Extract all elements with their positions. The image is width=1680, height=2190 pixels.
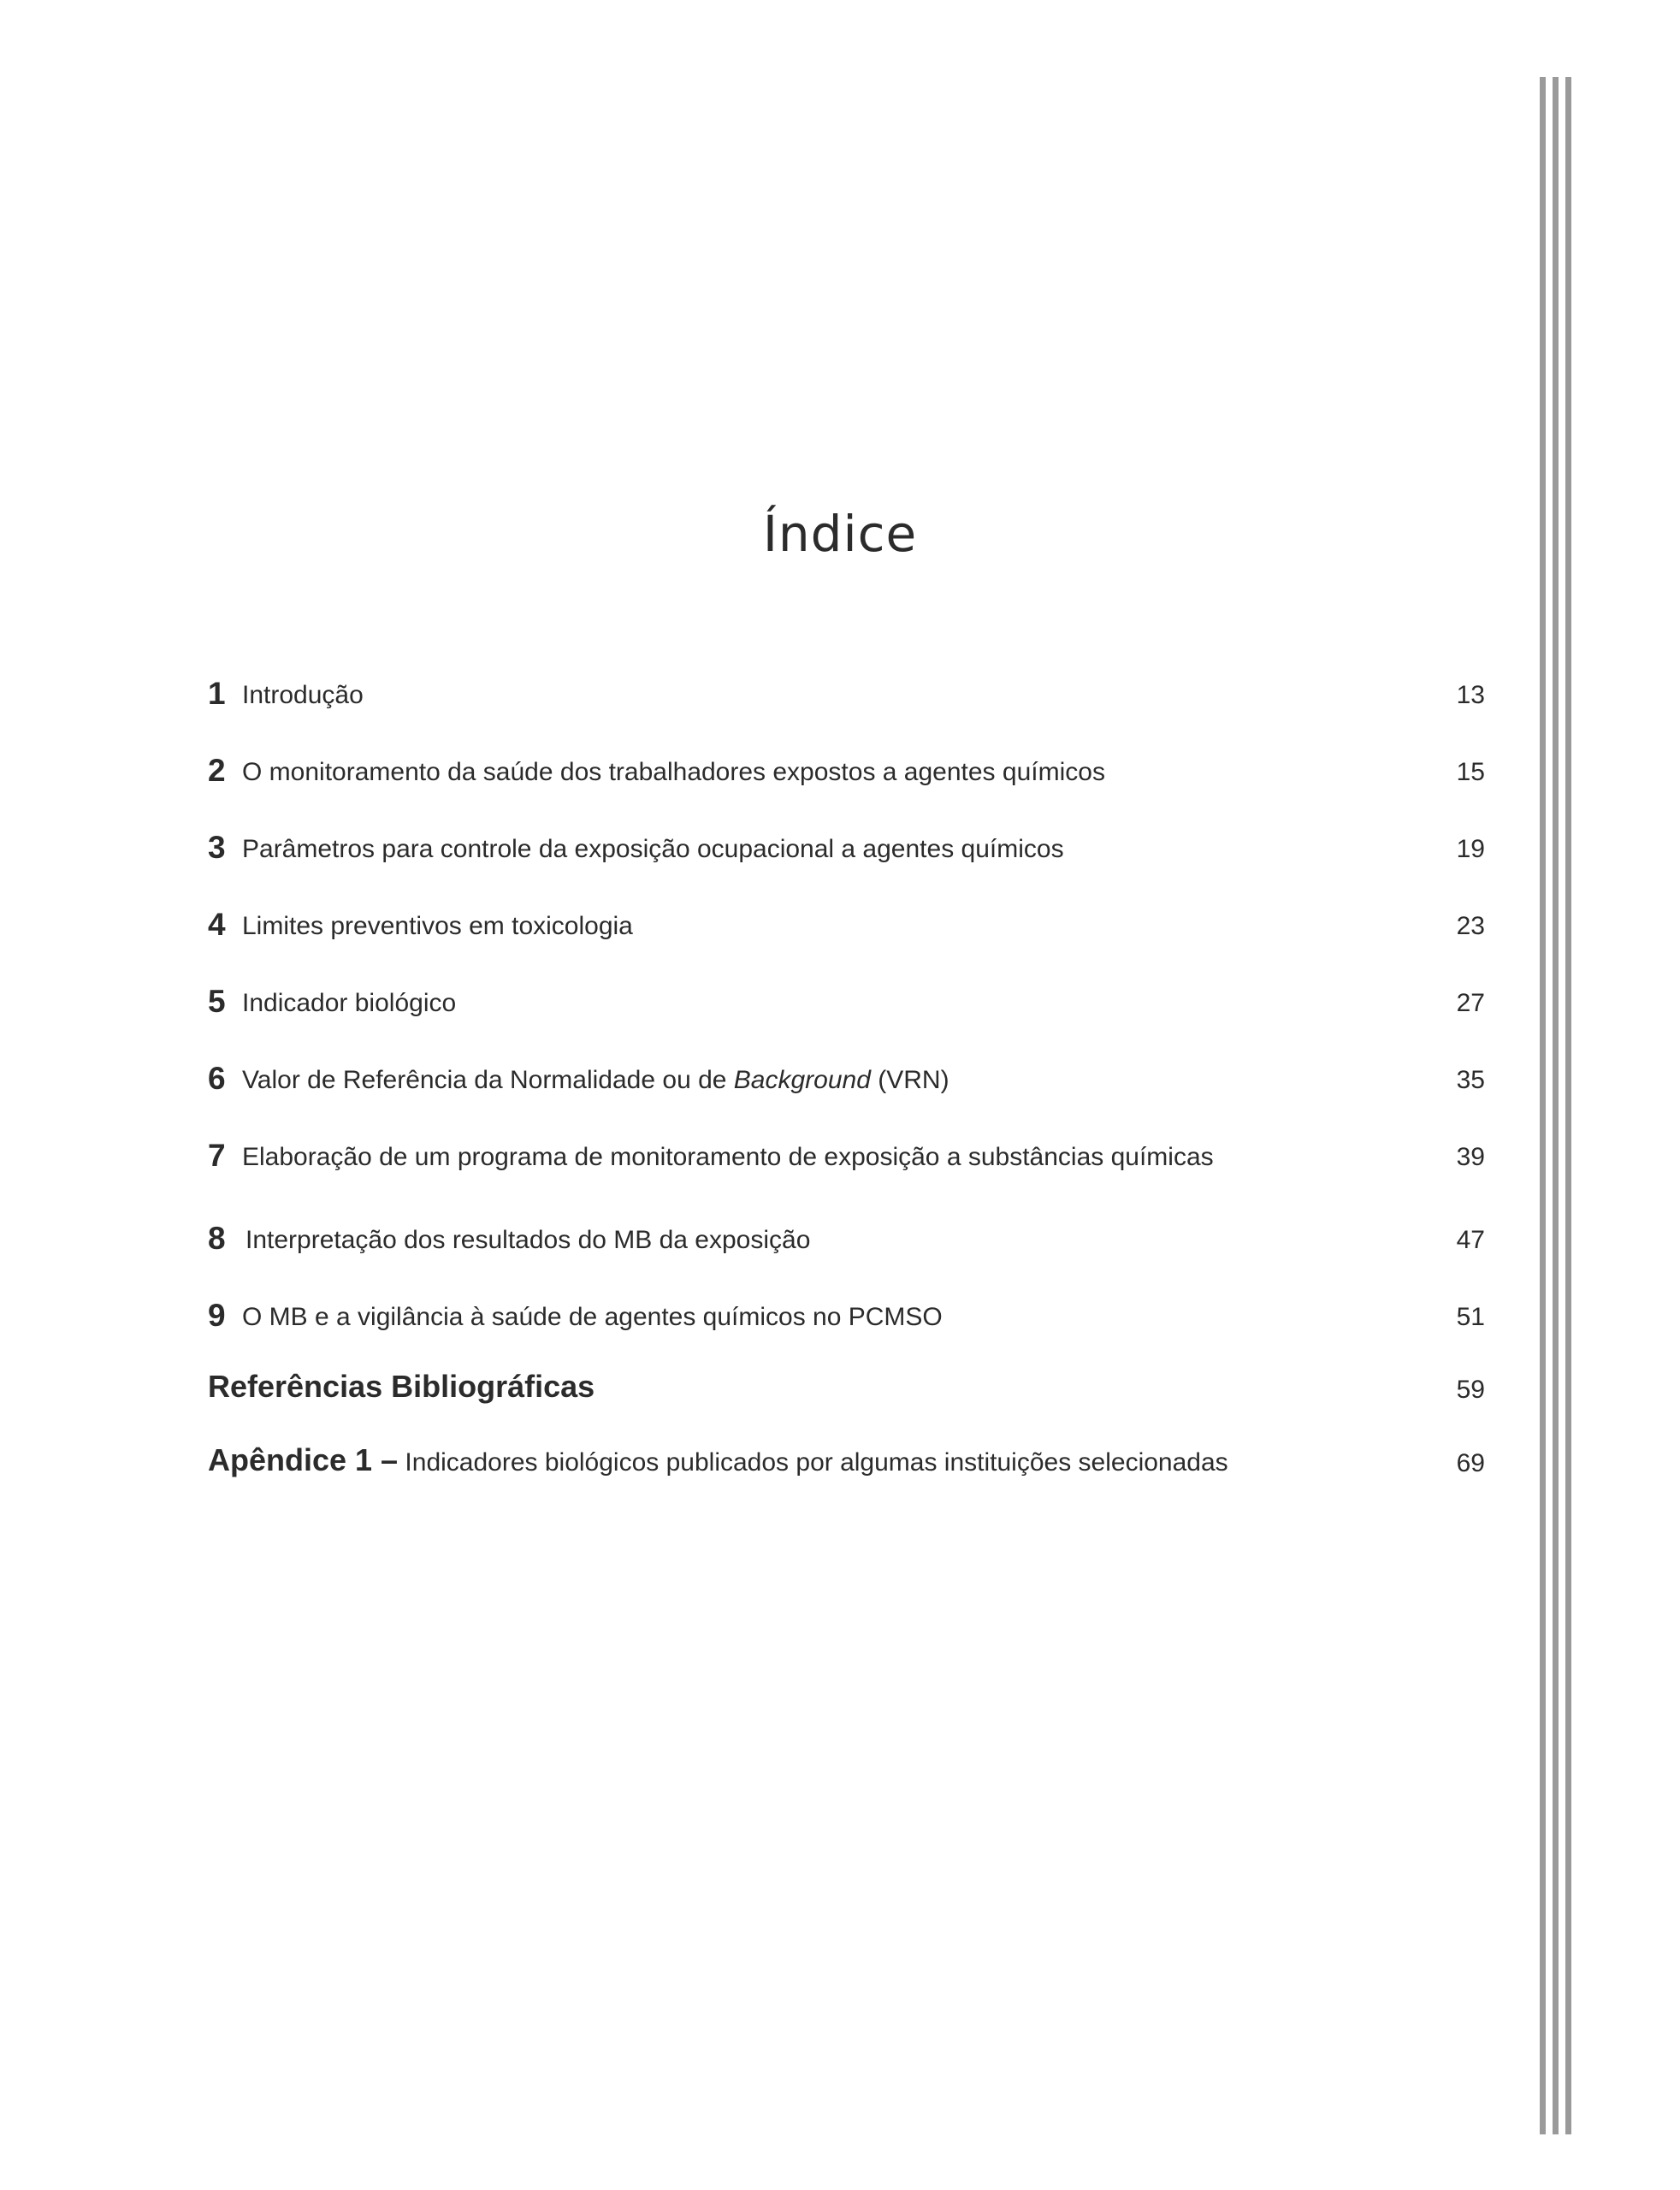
decorative-vertical-rule (1540, 77, 1546, 2134)
toc-entry-number: 2 (208, 753, 226, 788)
toc-entry-page: 39 (1456, 1143, 1485, 1171)
toc-entry-page: 59 (1456, 1376, 1485, 1404)
toc-entry-label: O MB e a vigilância à saúde de agentes químicos no PCMSO (242, 1303, 943, 1331)
toc-entry-page: 13 (1456, 681, 1485, 709)
toc-entry-page: 27 (1456, 989, 1485, 1017)
toc-entry-label (242, 1066, 949, 1095)
toc-entry-page: 23 (1456, 912, 1485, 940)
toc-entry-label: Indicador biológico (242, 989, 457, 1017)
toc-entry-number: 7 (208, 1138, 226, 1173)
toc-entry-page: 69 (1456, 1449, 1485, 1477)
toc-entry-number: 3 (208, 830, 226, 865)
toc-entry[interactable] (208, 898, 1485, 950)
toc-entry-label (208, 1442, 1228, 1478)
toc-entry-label: Interpretação dos resultados do MB da exposição (245, 1226, 811, 1254)
toc-entry-label: Introdução (242, 681, 364, 709)
toc-entry-number: 8 (208, 1221, 226, 1256)
toc-entry[interactable] (208, 1129, 1485, 1181)
toc-entry[interactable] (208, 744, 1485, 796)
decorative-vertical-rule (1553, 77, 1559, 2134)
toc-entry-page: 15 (1456, 758, 1485, 786)
toc-entry-number: 9 (208, 1298, 226, 1333)
toc-entry-number: 6 (208, 1061, 226, 1096)
toc-entry-label-part: Valor de Referência da Normalidade ou de (242, 1066, 734, 1094)
toc-entry-number: 1 (208, 676, 226, 711)
appendix-title: Apêndice 1 – (208, 1442, 399, 1477)
toc-entry[interactable] (208, 1052, 1485, 1104)
toc-entry-references[interactable] (208, 1362, 1485, 1413)
toc-entry[interactable] (208, 975, 1485, 1027)
toc-entry-number: 5 (208, 984, 226, 1019)
toc-entry-label: Limites preventivos em toxicologia (242, 912, 633, 940)
toc-entry[interactable] (208, 821, 1485, 873)
toc-entry-page: 35 (1456, 1066, 1485, 1094)
toc-entry-page: 19 (1456, 835, 1485, 863)
decorative-vertical-rule (1565, 77, 1571, 2134)
toc-entry-label: Parâmetros para controle da exposição ocupacional a agentes químicos (242, 835, 1064, 863)
toc-entry-page: 51 (1456, 1303, 1485, 1331)
toc-entry-label: Referências Bibliográficas (208, 1369, 595, 1404)
toc-entry-label-italic: Background (733, 1066, 871, 1094)
toc-entry-number: 4 (208, 907, 226, 942)
toc-entry-label: Elaboração de um programa de monitoramento de exposição a substâncias químicas (242, 1143, 1214, 1171)
toc-entry[interactable] (208, 1289, 1485, 1341)
toc-entry-label-part: (VRN) (870, 1066, 949, 1094)
toc-entry-appendix[interactable] (208, 1435, 1485, 1487)
appendix-description: Indicadores biológicos publicados por algumas instituições selecionadas (398, 1448, 1228, 1477)
toc-entry[interactable] (208, 1212, 1485, 1264)
toc-entry-label: O monitoramento da saúde dos trabalhadores expostos a agentes químicos (242, 758, 1105, 786)
page-title: Índice (762, 505, 918, 563)
toc-entry-page: 47 (1456, 1226, 1485, 1254)
toc-entry[interactable] (208, 667, 1485, 719)
